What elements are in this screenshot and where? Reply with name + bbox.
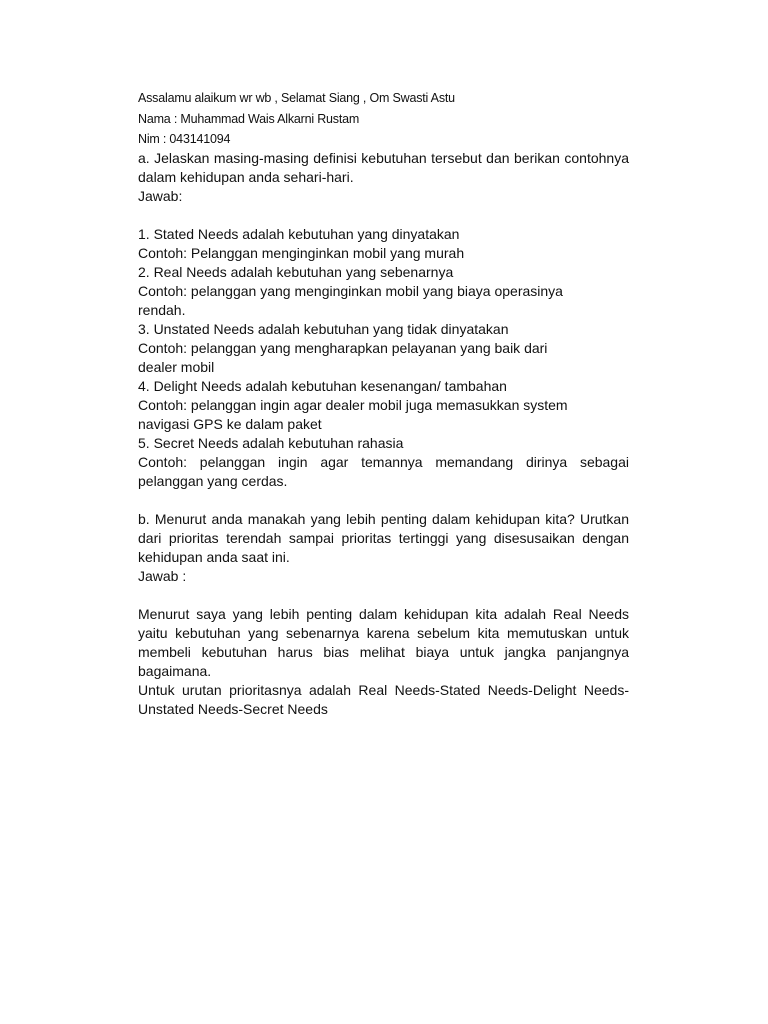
student-nim: Nim : 043141094 xyxy=(138,132,231,146)
answer-b-label: Jawab : xyxy=(138,568,187,584)
question-a: a. Jelaskan masing-masing definisi kebutuhan tersebut dan berikan contohnya dalam kehidupan anda sehari-hari. xyxy=(138,150,629,185)
need-4-example: Contoh: pelanggan ingin agar dealer mobil juga memasukkan system navigasi GPS ke dalam paket xyxy=(138,397,568,432)
need-5-definition: 5. Secret Needs adalah kebutuhan rahasia xyxy=(138,435,404,451)
need-1-example: Contoh: Pelanggan menginginkan mobil yang murah xyxy=(138,245,465,261)
document-content xyxy=(138,88,629,719)
answer-b-paragraph-1: Menurut saya yang lebih penting dalam kehidupan kita adalah Real Needs yaitu kebutuhan yang sebenarnya karena sebelum kita memutuskan untuk membeli kebutuhan harus bias melihat biaya untuk jangka panjangnya bagaimana. xyxy=(138,606,629,679)
answer-b-paragraph-2: Untuk urutan prioritasnya adalah Real Needs-Stated Needs-Delight Needs-Unstated Needs-Secret Needs xyxy=(138,682,629,717)
answer-a-label: Jawab: xyxy=(138,188,183,204)
need-3-definition: 3. Unstated Needs adalah kebutuhan yang tidak dinyatakan xyxy=(138,321,509,337)
need-4-definition: 4. Delight Needs adalah kebutuhan kesenangan/ tambahan xyxy=(138,378,507,394)
question-b: b. Menurut anda manakah yang lebih penting dalam kehidupan kita? Urutkan dari prioritas terendah sampai prioritas tertinggi yang disesusaikan dengan kehidupan anda saat ini. xyxy=(138,511,629,565)
need-2-example: Contoh: pelanggan yang menginginkan mobil yang biaya operasinya rendah. xyxy=(138,283,563,318)
need-1-definition: 1. Stated Needs adalah kebutuhan yang dinyatakan xyxy=(138,226,460,242)
need-3-example: Contoh: pelanggan yang mengharapkan pelayanan yang baik dari dealer mobil xyxy=(138,340,548,375)
greeting-line: Assalamu alaikum wr wb , Selamat Siang , Om Swasti Astu xyxy=(138,91,455,105)
student-name: Nama : Muhammad Wais Alkarni Rustam xyxy=(138,112,360,126)
need-2-definition: 2. Real Needs adalah kebutuhan yang sebenarnya xyxy=(138,264,454,280)
need-5-example: Contoh: pelanggan ingin agar temannya memandang dirinya sebagai pelanggan yang cerdas. xyxy=(138,454,629,489)
